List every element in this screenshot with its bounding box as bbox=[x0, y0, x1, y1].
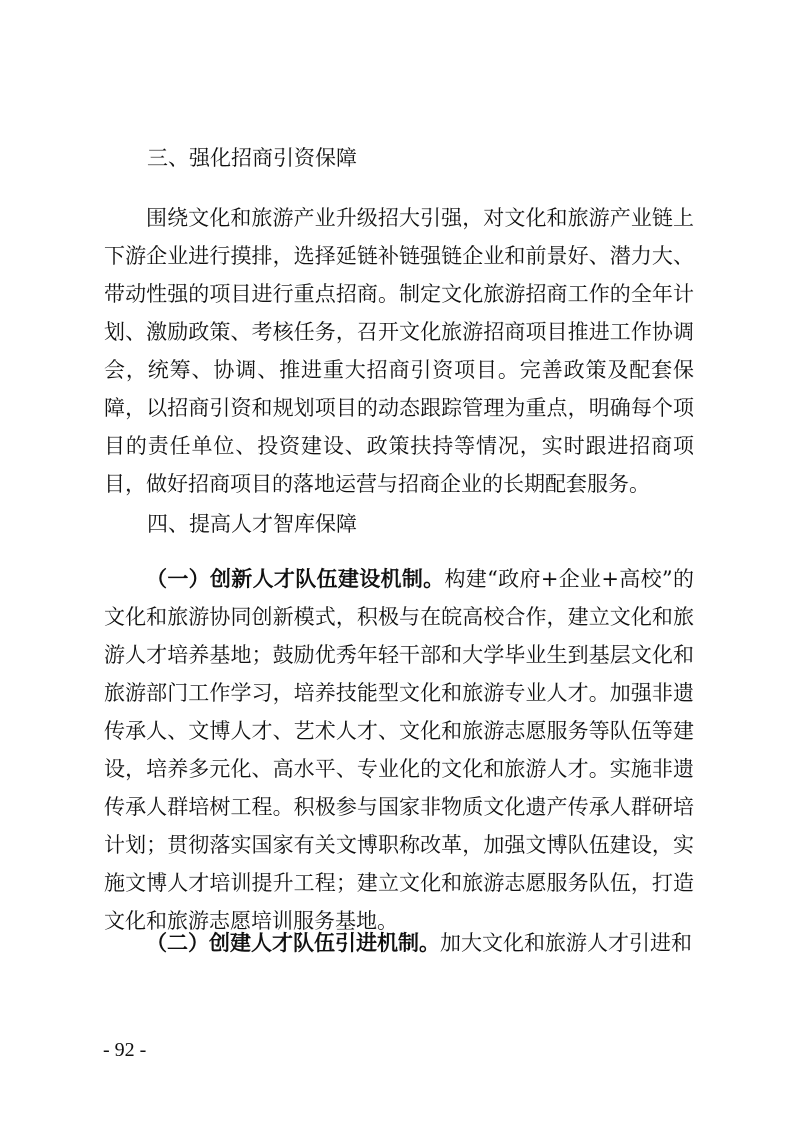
page-number: - 92 - bbox=[103, 1039, 147, 1061]
item-2-lead: （二）创建人才队伍引进机制。 bbox=[146, 931, 440, 955]
section-heading-4: 四、提高人才智库保障 bbox=[147, 512, 357, 536]
item-2-paragraph bbox=[104, 924, 694, 962]
section-3-paragraph: 围绕文化和旅游产业升级招大引强，对文化和旅游产业链上下游企业进行摸排，选择延链补链强链企业和前景好、潜力大、带动性强的项目进行重点招商。制定文化旅游招商工作的全年计划、激励政策、考核任务，召开文化旅游招商项目推进工作协调会，统筹、协调、推进重大招商引资项目。完善政策及配套保障，以招商引资和规划项目的动态跟踪管理为重点，明确每个项目的责任单位、投资建设、政策扶持等情况，实时跟进招商项目，做好招商项目的落地运营与招商企业的长期配套服务。 bbox=[104, 206, 694, 496]
item-1-lead: （一）创新人才队伍建设机制。 bbox=[146, 567, 445, 591]
item-1-paragraph bbox=[104, 560, 694, 940]
item-2-text: 加大文化和旅游人才引进和 bbox=[440, 931, 692, 955]
section-heading-3: 三、强化招商引资保障 bbox=[147, 146, 357, 170]
item-1-text: 构建“政府+企业+高校”的文化和旅游协同创新模式，积极与在皖高校合作，建立文化和旅游人才培养基地；鼓励优秀年轻干部和大学毕业生到基层文化和旅游部门工作学习，培养技能型文化和旅游专业人才。加强非遗传承人、文博人才、艺术人才、文化和旅游志愿服务等队伍等建设，培养多元化、高水平、专业化的文化和旅游人才。实施非遗传承人群培树工程。积极参与国家非物质文化遗产传承人群研培计划；贯彻落实国家有关文博职称改革，加强文博队伍建设，实施文博人才培训提升工程；建立文化和旅游志愿服务队伍，打造文化和旅游志愿培训服务基地。 bbox=[104, 567, 694, 933]
